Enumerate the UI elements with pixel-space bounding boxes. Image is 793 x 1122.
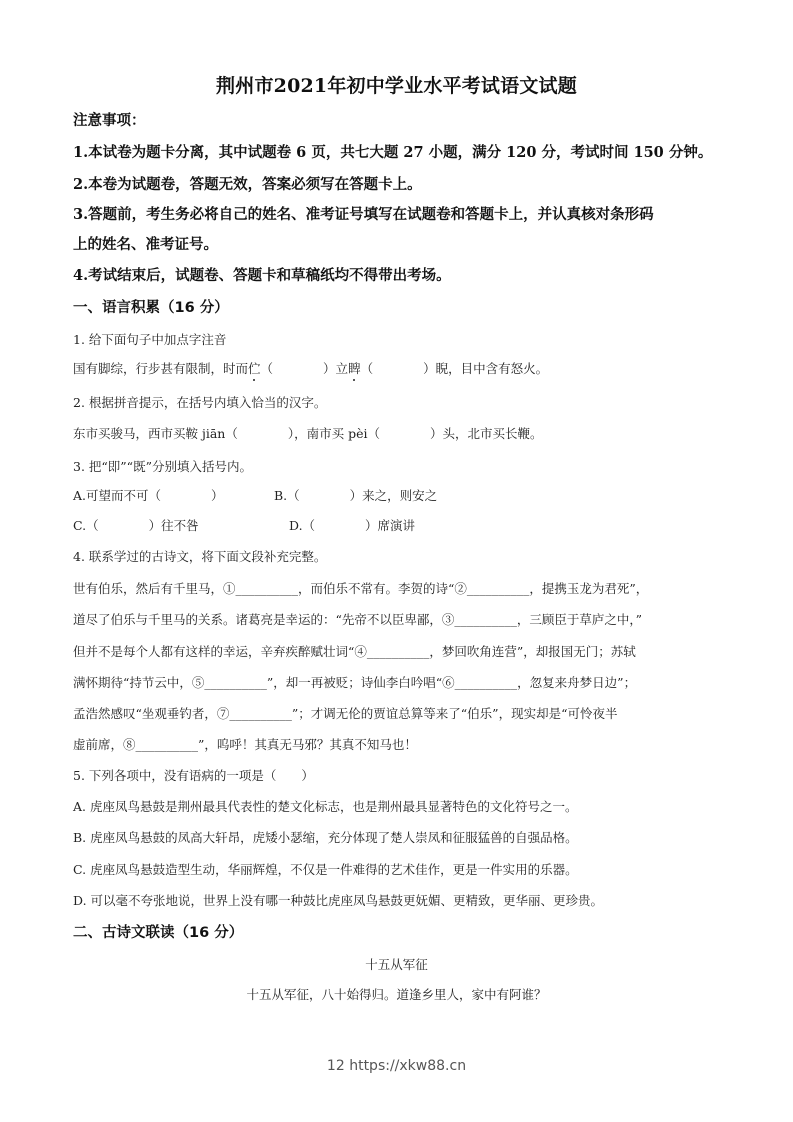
dotted-char: 伫	[248, 361, 261, 376]
question-2-prompt: 2. 根据拼音提示，在括号内填入恰当的汉字。	[73, 395, 327, 410]
question-5-prompt: 5. 下列各项中，没有语病的一项是（ ）	[73, 768, 314, 783]
question-5-option-c: C. 虎座凤鸟悬鼓造型生动，华丽辉煌，不仅是一件难得的艺术佳作，更是一件实用的乐器。	[73, 862, 578, 877]
note-item: 1.本试卷为题卡分离，其中试题卷 6 页，共七大题 27 小题，满分 120 分，考试时间 150 分钟。	[73, 144, 713, 161]
question-3-option-a: A.可望而不可（ ）	[73, 488, 224, 503]
question-4-line: 但并不是每个人都有这样的幸运，辛弃疾醉赋壮词“④__________，梦回吹角连营”，却报国无门；苏轼	[73, 644, 636, 659]
notes-heading: 注意事项：	[73, 112, 146, 129]
question-4-line: 满怀期待“持节云中，⑤__________”，却一再被贬；诗仙李白吟唱“⑥__________，忽复来舟梦日边”；	[73, 675, 637, 690]
note-item: 2.本卷为试题卷，答题无效，答案必须写在答题卡上。	[73, 176, 422, 193]
poem-title: 十五从军征	[365, 957, 428, 972]
sentence-part: 睨，目中含有怒火。	[435, 361, 549, 376]
poem-line: 十五从军征，八十始得归。道逢乡里人，家中有阿谁？	[246, 987, 547, 1002]
answer-blank[interactable]: （ ）	[360, 361, 436, 376]
question-4-line: 道尽了伯乐与千里马的关系。诸葛亮是幸运的：“先帝不以臣卑鄙，③__________，三顾臣于草庐之中，”	[73, 612, 643, 627]
question-5-option-b: B. 虎座凤鸟悬鼓的凤高大轩昂，虎矮小瑟缩，充分体现了楚人崇凤和征服猛兽的自强品格。	[73, 830, 578, 845]
answer-blank[interactable]: （ ）	[260, 361, 336, 376]
note-item: 4.考试结束后，试题卷、答题卡和草稿纸均不得带出考场。	[73, 267, 451, 284]
question-1-sentence	[73, 359, 548, 377]
question-4-prompt: 4. 联系学过的古诗文，将下面文段补充完整。	[73, 549, 327, 564]
note-item: 3.答题前，考生务必将自己的姓名、准考证号填写在试题卷和答题卡上，并认真核对条形码	[73, 206, 654, 223]
question-3-option-c: C.（ ）往不咎	[73, 518, 199, 533]
dotted-char: 睥	[348, 361, 361, 376]
page-footer	[0, 1058, 793, 1074]
question-3-prompt: 3. 把“即”“既”分别填入括号内。	[73, 459, 252, 474]
question-3-option-d: D.（ ）席演讲	[289, 518, 416, 533]
note-item: 上的姓名、准考证号。	[73, 236, 218, 253]
question-5-option-a: A. 虎座凤鸟悬鼓是荆州最具代表性的楚文化标志，也是荆州最具显著特色的文化符号之一。	[73, 799, 578, 814]
question-4-line: 世有伯乐，然后有千里马，①__________，而伯乐不常有。李贺的诗“②__________，提携玉龙为君死”，	[73, 581, 649, 596]
sentence-part: 国有脚综，行步甚有限制，时而	[73, 361, 249, 376]
section-heading: 一、语言积累（16 分）	[73, 300, 229, 316]
question-2-text: 东市买骏马，西市买鞍 jiān（ ），南市买 pèi（ ）头，北市买长鞭。	[73, 426, 543, 441]
question-5-option-d: D. 可以毫不夸张地说，世界上没有哪一种鼓比虎座凤鸟悬鼓更妩媚、更精致，更华丽、更珍贵。	[73, 893, 604, 908]
page-title: 荆州市2021年初中学业水平考试语文试题	[216, 75, 577, 97]
question-4-line: 孟浩然感叹“坐观垂钓者，⑦__________”；才调无伦的贾谊总算等来了“伯乐”，现实却是“可怜夜半	[73, 706, 618, 721]
question-3-option-b: B.（ ）来之，则安之	[274, 488, 438, 503]
footer-url[interactable]: https://xkw88.cn	[349, 1058, 467, 1074]
section-heading: 二、古诗文联读（16 分）	[73, 925, 244, 941]
question-1-prompt: 1. 给下面句子中加点字注音	[73, 332, 227, 347]
question-4-line: 虚前席，⑧__________”，呜呼！其真无马邪？其真不知马也！	[73, 737, 417, 752]
sentence-part: 立	[335, 361, 349, 376]
page-number: 12	[326, 1058, 345, 1074]
